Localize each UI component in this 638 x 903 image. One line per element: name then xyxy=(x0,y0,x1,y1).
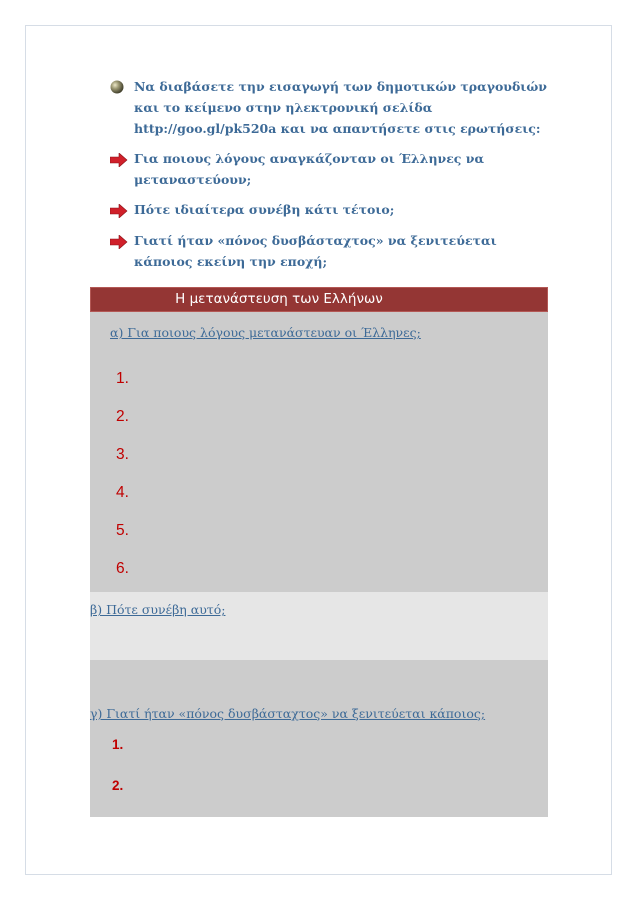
section-a-row xyxy=(90,312,548,592)
answer-number-3: 3. xyxy=(116,446,129,463)
answer-c-number-2: 2. xyxy=(112,778,124,793)
intro-text-prefix: Να διαβάσετε την εισαγωγή xyxy=(134,79,344,94)
red-arrow-icon xyxy=(110,203,128,222)
section-b-question: β) Πότε συνέβη αυτό; xyxy=(90,602,226,617)
section-a-question: α) Για ποιους λόγους μετανάστευαν οι Έλληνες; xyxy=(110,325,421,340)
section-c-row xyxy=(90,660,548,817)
section-b-row xyxy=(90,592,548,660)
answer-c-number-1: 1. xyxy=(112,737,124,752)
answer-number-6: 6. xyxy=(116,560,129,577)
table-header: Η μετανάστευση των Ελλήνων xyxy=(90,287,548,312)
question-1-line2: μεταναστεύουν; xyxy=(134,172,252,187)
section-c-question: γ) Γιατί ήταν «πόνος δυσβάσταχτος» να ξενιτεύεται κάποιος; xyxy=(90,706,486,721)
intro-text-suffix: και να απαντήσετε στις ερωτήσεις: xyxy=(276,121,541,136)
question-1-line1: Για ποιους λόγους αναγκάζονταν οι Έλληνες να xyxy=(134,151,485,166)
ball-bullet-icon xyxy=(110,79,124,98)
question-3-line1: Γιατί ήταν «πόνος δυσβάσταχτος» να ξενιτεύεται xyxy=(134,233,497,248)
red-arrow-icon xyxy=(110,234,128,253)
red-arrow-icon xyxy=(110,152,128,171)
folk-songs-link[interactable]: των δημοτικών τραγουδιών xyxy=(343,79,547,94)
question-3-line2: κάποιος εκείνη την εποχή; xyxy=(134,254,328,269)
worksheet-table xyxy=(90,287,548,817)
question-2-text: Πότε ιδιαίτερα συνέβη κάτι τέτοιο; xyxy=(134,202,395,217)
goo-gl-link[interactable]: http://goo.gl/pk520a xyxy=(134,121,277,136)
answer-number-4: 4. xyxy=(116,484,129,501)
intro-text-line2: και το κείμενο στην ηλεκτρονική σελίδα xyxy=(134,100,433,115)
answer-number-2: 2. xyxy=(116,408,129,425)
answer-number-1: 1. xyxy=(116,370,129,387)
answer-number-5: 5. xyxy=(116,522,129,539)
